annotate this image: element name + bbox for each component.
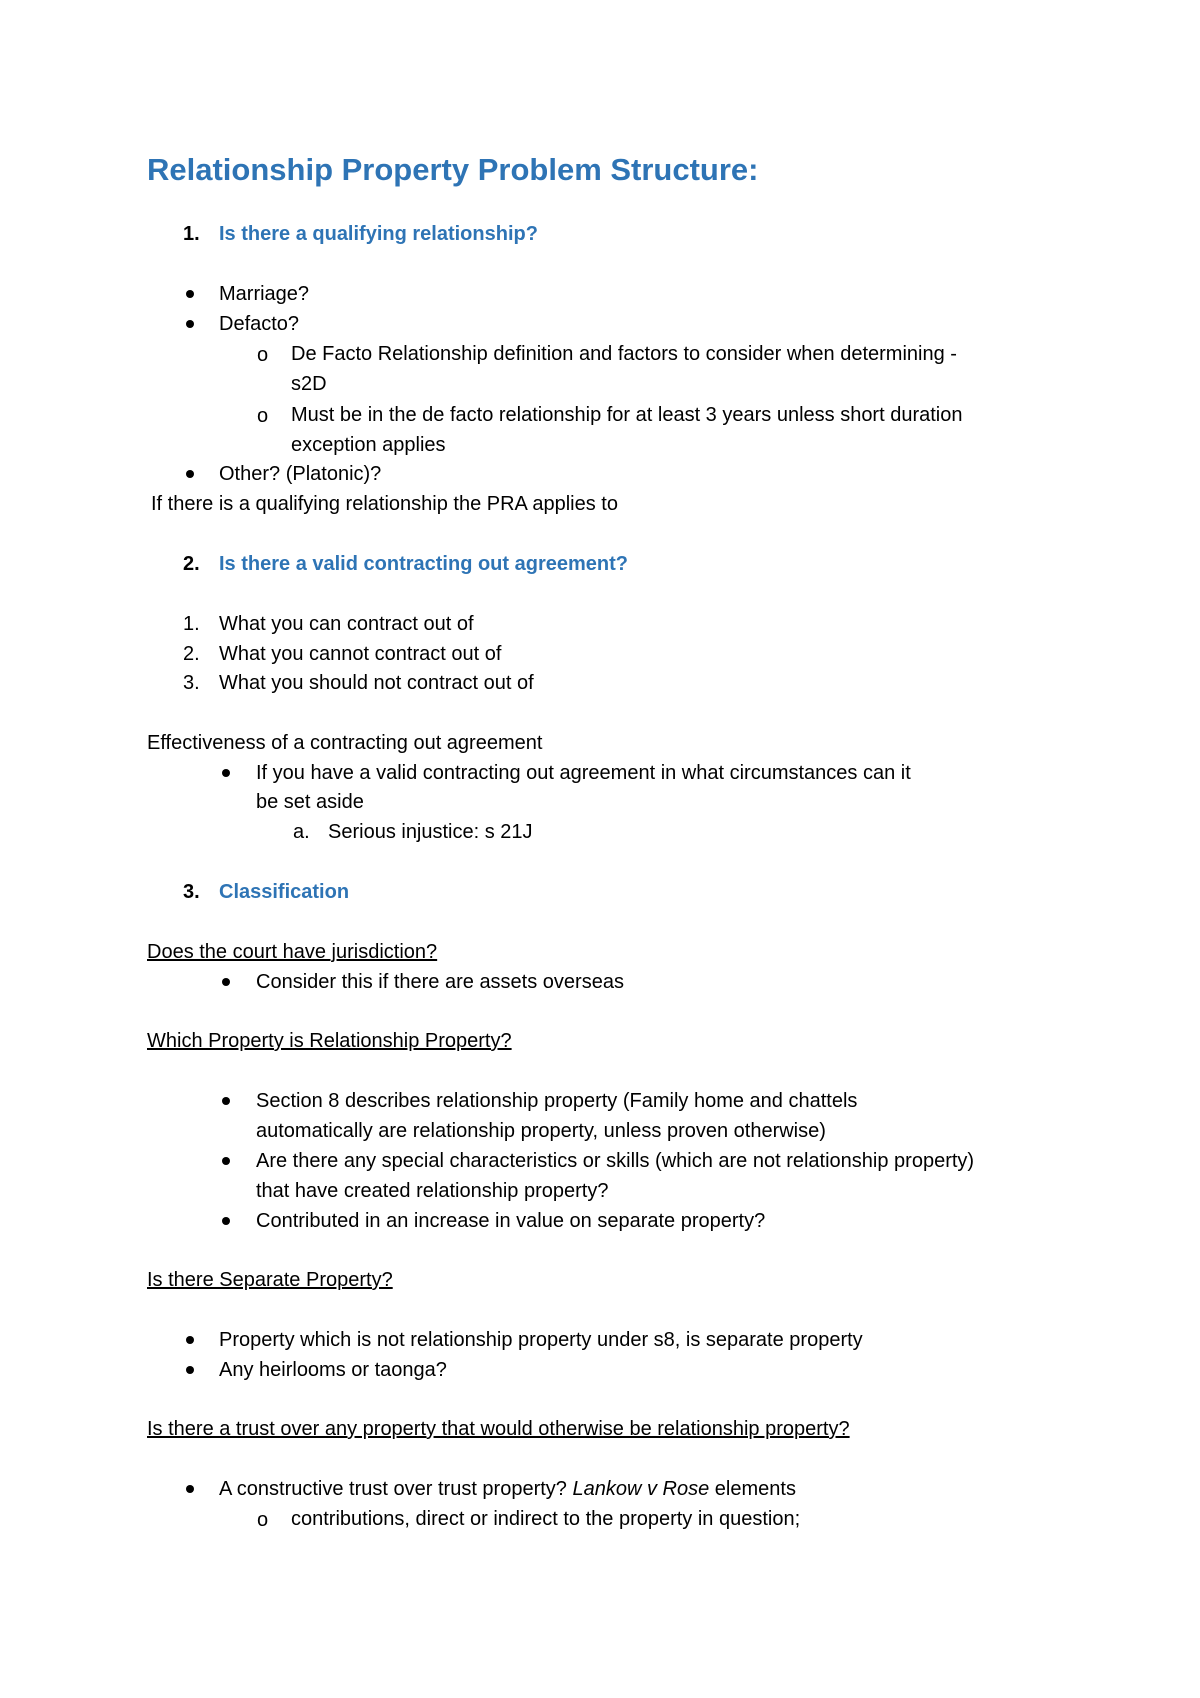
numbered-marker: 3. [183, 672, 200, 694]
sub-letter-marker: a. [293, 821, 310, 843]
serious-injustice-item: Serious injustice: s 21J [328, 821, 533, 843]
sub-bullet-marker: o [257, 1509, 269, 1531]
page-title: Relationship Property Problem Structure: [147, 152, 759, 187]
bullet-icon [222, 978, 230, 986]
numbered-marker: 2. [183, 643, 200, 665]
qualifying-note: If there is a qualifying relationship the PRA applies to [151, 493, 618, 515]
special-characteristics-line1: Are there any special characteristics or skills (which are not relationship property) [256, 1150, 975, 1172]
bullet-icon [186, 1336, 194, 1344]
numbered-item: What you cannot contract out of [219, 643, 502, 665]
constructive-trust-bullet [219, 1477, 796, 1501]
numbered-marker: 1. [183, 613, 200, 635]
section-1-heading: Is there a qualifying relationship? [219, 223, 538, 245]
sub-item-duration-line1: Must be in the de facto relationship for at least 3 years unless short duration [291, 404, 963, 426]
sub-item-duration-line2: exception applies [291, 434, 446, 456]
bullet-icon [186, 290, 194, 298]
bullet-icon [186, 1485, 194, 1493]
section8-bullet-line1: Section 8 describes relationship property (Family home and chattels [256, 1090, 858, 1112]
sub-item-definition-line1: De Facto Relationship definition and factors to consider when determining - [291, 343, 957, 365]
sub-item-definition-line2: s2D [291, 373, 327, 395]
section-2-heading: Is there a valid contracting out agreement? [219, 553, 628, 575]
numbered-item: What you should not contract out of [219, 672, 534, 694]
contributions-sub-item: contributions, direct or indirect to the property in question; [291, 1508, 801, 1530]
numbered-item: What you can contract out of [219, 613, 474, 635]
effectiveness-bullet-line1: If you have a valid contracting out agreement in what circumstances can it [256, 762, 911, 784]
effectiveness-heading: Effectiveness of a contracting out agreement [147, 732, 543, 754]
special-characteristics-line2: that have created relationship property? [256, 1180, 609, 1202]
bullet-icon [186, 320, 194, 328]
contributed-increase-bullet: Contributed in an increase in value on separate property? [256, 1210, 766, 1232]
bullet-icon [222, 1157, 230, 1165]
bullet-icon [222, 1097, 230, 1105]
bullet-other: Other? (Platonic)? [219, 463, 382, 485]
separate-bullet-heirlooms: Any heirlooms or taonga? [219, 1359, 447, 1381]
section-1-number: 1. [183, 223, 200, 245]
section-2-number: 2. [183, 553, 200, 575]
bullet-icon [222, 769, 230, 777]
jurisdiction-heading: Does the court have jurisdiction? [147, 941, 438, 963]
jurisdiction-bullet: Consider this if there are assets overseas [256, 971, 624, 993]
bullet-icon [186, 1366, 194, 1374]
bullet-marriage: Marriage? [219, 283, 310, 305]
case-name: Lankow v Rose [572, 1478, 710, 1500]
section-3-heading: Classification [219, 881, 350, 903]
constructive-trust-prefix: A constructive trust over trust property? [219, 1478, 573, 1500]
section-3-number: 3. [183, 881, 200, 903]
bullet-icon [222, 1217, 230, 1225]
bullet-icon [186, 470, 194, 478]
constructive-trust-suffix: elements [709, 1478, 796, 1500]
sub-bullet-marker: o [257, 405, 269, 427]
trust-heading: Is there a trust over any property that would otherwise be relationship property? [147, 1418, 850, 1440]
separate-property-heading: Is there Separate Property? [147, 1269, 393, 1291]
separate-bullet-s8: Property which is not relationship property under s8, is separate property [219, 1329, 863, 1351]
effectiveness-bullet-line2: be set aside [256, 791, 364, 813]
bullet-defacto: Defacto? [219, 313, 300, 335]
relationship-property-heading: Which Property is Relationship Property? [147, 1030, 512, 1052]
section8-bullet-line2: automatically are relationship property, unless proven otherwise) [256, 1120, 826, 1142]
sub-bullet-marker: o [257, 344, 269, 366]
